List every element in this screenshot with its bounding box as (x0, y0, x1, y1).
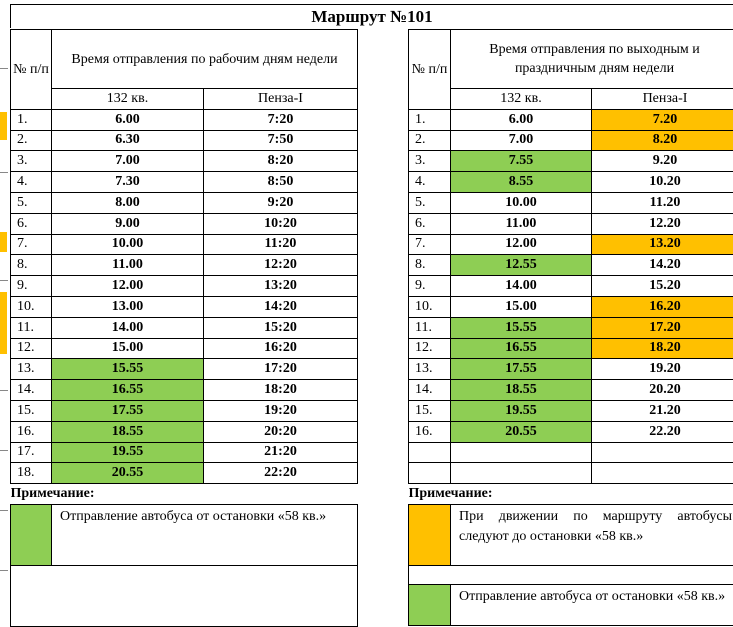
row-number: 4. (409, 172, 451, 193)
weekend-row (409, 276, 733, 297)
row-number: 7. (11, 234, 52, 255)
weekend-legend-spacer (409, 565, 733, 584)
departure-penza-1: 21:20 (204, 442, 358, 463)
row-number: 10. (11, 296, 52, 317)
departure-penza-1: 17.20 (592, 317, 733, 338)
departure-penza-1: 10:20 (204, 213, 358, 234)
departure-132-kv: 9.00 (52, 213, 204, 234)
weekend-empty-cell (451, 463, 592, 484)
weekend-row (409, 255, 733, 276)
departure-132-kv: 20.55 (451, 421, 592, 442)
weekday-row (11, 463, 358, 484)
weekday-row (11, 213, 358, 234)
weekend-col2-header: Пенза-I (592, 89, 733, 110)
row-number: 3. (11, 151, 52, 172)
departure-132-kv: 18.55 (451, 380, 592, 401)
weekday-legend-empty-row (11, 565, 358, 626)
weekend-legend-green-swatch (409, 584, 451, 625)
weekend-row (409, 380, 733, 401)
row-number: 6. (11, 213, 52, 234)
weekend-row (409, 400, 733, 421)
weekday-row (11, 296, 358, 317)
departure-132-kv: 7.30 (52, 172, 204, 193)
departure-132-kv: 8.55 (451, 172, 592, 193)
weekend-empty-cell (592, 463, 733, 484)
departure-132-kv: 7.00 (52, 151, 204, 172)
weekday-num-header: № п/п (11, 30, 52, 110)
departure-penza-1: 11.20 (592, 192, 733, 213)
departure-penza-1: 8.20 (592, 130, 733, 151)
row-number: 6. (409, 213, 451, 234)
departure-132-kv: 11.00 (52, 255, 204, 276)
departure-132-kv: 15.55 (451, 317, 592, 338)
row-number: 2. (409, 130, 451, 151)
departure-penza-1: 9:20 (204, 192, 358, 213)
left-edge-strip (0, 30, 10, 626)
weekday-schedule-table (10, 29, 358, 627)
weekend-row (409, 213, 733, 234)
weekend-legend-green-text: Отправление автобуса от остановки «58 кв.» (451, 584, 733, 625)
departure-penza-1: 9.20 (592, 151, 733, 172)
row-number: 4. (11, 172, 52, 193)
departure-132-kv: 14.00 (451, 276, 592, 297)
row-number: 16. (11, 421, 52, 442)
departure-penza-1: 22:20 (204, 463, 358, 484)
weekday-legend-green-swatch (11, 504, 52, 565)
departure-132-kv: 7.00 (451, 130, 592, 151)
weekday-row (11, 172, 358, 193)
weekday-row (11, 130, 358, 151)
weekend-col1-header: 132 кв. (451, 89, 592, 110)
departure-penza-1: 20.20 (592, 380, 733, 401)
departure-132-kv: 8.00 (52, 192, 204, 213)
departure-penza-1: 21.20 (592, 400, 733, 421)
weekend-row (409, 109, 733, 130)
departure-penza-1: 13:20 (204, 276, 358, 297)
departure-penza-1: 16:20 (204, 338, 358, 359)
departure-132-kv: 10.00 (451, 192, 592, 213)
weekend-row (409, 130, 733, 151)
departure-132-kv: 6.00 (52, 109, 204, 130)
weekend-row (409, 172, 733, 193)
row-number: 5. (409, 192, 451, 213)
departure-132-kv: 10.00 (52, 234, 204, 255)
row-number: 9. (409, 276, 451, 297)
departure-132-kv: 6.00 (451, 109, 592, 130)
departure-penza-1: 10.20 (592, 172, 733, 193)
row-number: 8. (11, 255, 52, 276)
row-number: 9. (11, 276, 52, 297)
weekday-row (11, 255, 358, 276)
departure-penza-1: 18:20 (204, 380, 358, 401)
weekend-num-header: № п/п (409, 30, 451, 110)
row-number: 3. (409, 151, 451, 172)
weekend-empty-cell (409, 463, 451, 484)
weekday-row (11, 380, 358, 401)
weekday-row (11, 234, 358, 255)
row-number: 14. (409, 380, 451, 401)
weekday-note-label: Примечание: (11, 484, 358, 505)
weekend-row (409, 317, 733, 338)
row-number: 18. (11, 463, 52, 484)
departure-penza-1: 18.20 (592, 338, 733, 359)
weekend-empty-cell (451, 442, 592, 463)
departure-132-kv: 12.00 (451, 234, 592, 255)
departure-penza-1: 14:20 (204, 296, 358, 317)
page-title: Маршрут №101 (10, 4, 733, 28)
row-number: 10. (409, 296, 451, 317)
departure-132-kv: 12.00 (52, 276, 204, 297)
row-number: 13. (409, 359, 451, 380)
departure-132-kv: 17.55 (451, 359, 592, 380)
weekday-row (11, 338, 358, 359)
departure-penza-1: 11:20 (204, 234, 358, 255)
weekday-legend-green-text: Отправление автобуса от остановки «58 кв.» (52, 504, 358, 565)
departure-penza-1: 7:20 (204, 109, 358, 130)
weekend-empty-cell (409, 442, 451, 463)
departure-penza-1: 19:20 (204, 400, 358, 421)
departure-penza-1: 19.20 (592, 359, 733, 380)
weekend-row (409, 338, 733, 359)
departure-penza-1: 15.20 (592, 276, 733, 297)
departure-penza-1: 12:20 (204, 255, 358, 276)
weekend-note-label: Примечание: (409, 484, 733, 505)
row-number: 11. (11, 317, 52, 338)
weekend-legend-orange-swatch (409, 504, 451, 565)
row-number: 2. (11, 130, 52, 151)
weekday-row (11, 192, 358, 213)
row-number: 1. (409, 109, 451, 130)
weekend-legend-orange-text: При движении по маршруту автобусы следуют до остановки «58 кв.» (451, 504, 733, 565)
weekend-row (409, 421, 733, 442)
departure-132-kv: 16.55 (451, 338, 592, 359)
row-number: 12. (409, 338, 451, 359)
departure-penza-1: 22.20 (592, 421, 733, 442)
weekend-row (409, 359, 733, 380)
departure-132-kv: 14.00 (52, 317, 204, 338)
departure-132-kv: 13.00 (52, 296, 204, 317)
weekend-row (409, 151, 733, 172)
departure-132-kv: 15.00 (451, 296, 592, 317)
departure-132-kv: 15.55 (52, 359, 204, 380)
weekday-row (11, 276, 358, 297)
departure-penza-1: 17:20 (204, 359, 358, 380)
departure-132-kv: 16.55 (52, 380, 204, 401)
departure-penza-1: 13.20 (592, 234, 733, 255)
row-number: 15. (11, 400, 52, 421)
weekday-row (11, 109, 358, 130)
weekday-row (11, 151, 358, 172)
row-number: 13. (11, 359, 52, 380)
departure-penza-1: 20:20 (204, 421, 358, 442)
row-number: 7. (409, 234, 451, 255)
departure-penza-1: 14.20 (592, 255, 733, 276)
departure-132-kv: 7.55 (451, 151, 592, 172)
departure-132-kv: 20.55 (52, 463, 204, 484)
weekend-time-header: Время отправления по выходным и праздничным дням недели (451, 30, 733, 89)
departure-132-kv: 15.00 (52, 338, 204, 359)
departure-penza-1: 7.20 (592, 109, 733, 130)
weekday-row (11, 317, 358, 338)
row-number: 16. (409, 421, 451, 442)
row-number: 5. (11, 192, 52, 213)
departure-penza-1: 16.20 (592, 296, 733, 317)
departure-penza-1: 8:50 (204, 172, 358, 193)
row-number: 17. (11, 442, 52, 463)
departure-132-kv: 19.55 (52, 442, 204, 463)
departure-132-kv: 17.55 (52, 400, 204, 421)
weekday-col1-header: 132 кв. (52, 89, 204, 110)
row-number: 8. (409, 255, 451, 276)
weekday-row (11, 421, 358, 442)
weekend-row (409, 234, 733, 255)
row-number: 11. (409, 317, 451, 338)
departure-penza-1: 15:20 (204, 317, 358, 338)
weekday-row (11, 400, 358, 421)
departure-penza-1: 7:50 (204, 130, 358, 151)
weekday-time-header: Время отправления по рабочим дням недели (52, 30, 358, 89)
weekend-empty-cell (592, 442, 733, 463)
departure-penza-1: 12.20 (592, 213, 733, 234)
weekend-row (409, 192, 733, 213)
departure-132-kv: 11.00 (451, 213, 592, 234)
weekday-row (11, 359, 358, 380)
departure-132-kv: 12.55 (451, 255, 592, 276)
weekday-col2-header: Пенза-I (204, 89, 358, 110)
departure-132-kv: 18.55 (52, 421, 204, 442)
departure-penza-1: 8:20 (204, 151, 358, 172)
weekday-row (11, 442, 358, 463)
departure-132-kv: 6.30 (52, 130, 204, 151)
row-number: 1. (11, 109, 52, 130)
row-number: 15. (409, 400, 451, 421)
row-number: 12. (11, 338, 52, 359)
weekend-schedule-table (408, 29, 733, 626)
row-number: 14. (11, 380, 52, 401)
weekend-row (409, 296, 733, 317)
departure-132-kv: 19.55 (451, 400, 592, 421)
